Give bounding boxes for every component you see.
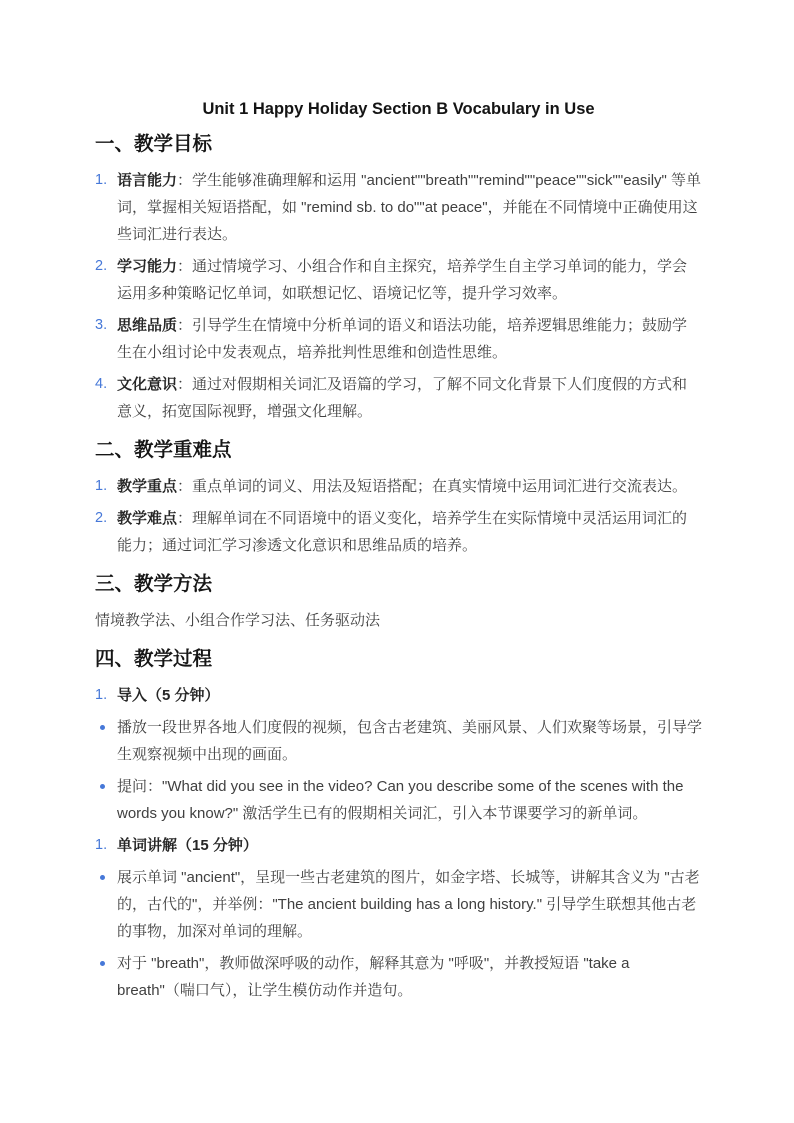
list-item-content	[117, 371, 702, 425]
item-label: 文化意识	[117, 376, 178, 393]
process-step-lead-in	[95, 682, 702, 709]
list-item-content	[117, 505, 702, 559]
key-point-item-2	[95, 505, 702, 559]
bullet-item-question	[95, 773, 702, 827]
list-number: 1.	[95, 837, 108, 853]
bullet-icon	[95, 773, 117, 827]
bullet-icon	[95, 714, 117, 768]
objective-item-4	[95, 371, 702, 425]
bullet-icon	[95, 864, 117, 945]
list-item-content	[117, 253, 702, 307]
list-number: 3.	[95, 317, 108, 333]
bullet-text: 对于 "breath"，教师做深呼吸的动作，解释其意为 "呼吸"，并教授短语 "take a breath"（喘口气），让学生模仿动作并造句。	[117, 955, 630, 999]
key-point-item-1	[95, 473, 702, 500]
bullet-item-breath	[95, 950, 702, 1004]
item-text: ：通过对假期相关词汇及语篇的学习，了解不同文化背景下人们度假的方式和意义，拓宽国际视野，增强文化理解。	[117, 376, 688, 420]
section-4-heading: 四、教学过程	[95, 648, 213, 670]
list-item-content	[117, 473, 702, 500]
list-item-content	[117, 312, 702, 366]
list-number: 1.	[95, 687, 108, 703]
item-label: 教学难点	[117, 510, 178, 527]
bullet-text: 播放一段世界各地人们度假的视频，包含古老建筑、美丽风景、人们欢聚等场景，引导学生观察视频中出现的画面。	[117, 719, 703, 763]
item-text: ：重点单词的词义、用法及短语搭配；在真实情境中运用词汇进行交流表达。	[177, 478, 688, 495]
list-number: 1.	[95, 172, 108, 188]
teaching-methods-paragraph: 情境教学法、小组合作学习法、任务驱动法	[95, 612, 381, 629]
item-label: 思维品质	[117, 317, 178, 334]
step-label: 单词讲解（15 分钟）	[117, 837, 258, 854]
item-label: 语言能力	[117, 172, 178, 189]
item-text: ：引导学生在情境中分析单词的语义和语法功能，培养逻辑思维能力；鼓励学生在小组讨论中发表观点，培养批判性思维和创造性思维。	[117, 317, 688, 361]
list-number: 2.	[95, 258, 108, 274]
objective-item-3	[95, 312, 702, 366]
item-label: 学习能力	[117, 258, 178, 275]
list-item-content	[117, 682, 702, 709]
item-text: ：通过情境学习、小组合作和自主探究，培养学生自主学习单词的能力，学会运用多种策略记忆单词，如联想记忆、语境记忆等，提升学习效率。	[117, 258, 688, 302]
bullet-text: 提问："What did you see in the video? Can you describe some of the scenes with the words you know?" 激活学生已有的假期相关词汇，引入本节课要学习的新单词。	[117, 778, 684, 822]
objective-item-2	[95, 253, 702, 307]
list-number: 1.	[95, 478, 108, 494]
section-3-heading: 三、教学方法	[95, 573, 213, 595]
item-text: ：学生能够准确理解和运用 "ancient""breath""remind""peace""sick""easily" 等单词，掌握相关短语搭配，如 "remind sb. to do""at peace"，并能在不同情境中正确使用这些词汇进行表达。	[117, 172, 702, 243]
list-number: 4.	[95, 376, 108, 392]
bullet-text: 展示单词 "ancient"，呈现一些古老建筑的图片，如金字塔、长城等，讲解其含义为 "古老的，古代的"，并举例："The ancient building has a long history." 引导学生联想其他古老的事物，加深对单词的理解。	[117, 869, 700, 940]
objective-item-1	[95, 167, 702, 248]
bullet-item-video	[95, 714, 702, 768]
step-label: 导入（5 分钟）	[117, 687, 220, 704]
section-1-heading: 一、教学目标	[95, 133, 213, 155]
process-step-word-teaching	[95, 832, 702, 859]
section-2-heading: 二、教学重难点	[95, 439, 232, 461]
list-item-content	[117, 832, 702, 859]
item-text: ：理解单词在不同语境中的语义变化，培养学生在实际情境中灵活运用词汇的能力；通过词汇学习渗透文化意识和思维品质的培养。	[117, 510, 688, 554]
list-number: 2.	[95, 510, 108, 526]
list-item-content	[117, 167, 702, 248]
bullet-item-ancient	[95, 864, 702, 945]
document-title: Unit 1 Happy Holiday Section B Vocabulary in Use	[202, 100, 595, 118]
bullet-icon	[95, 950, 117, 1004]
item-label: 教学重点	[117, 478, 178, 495]
